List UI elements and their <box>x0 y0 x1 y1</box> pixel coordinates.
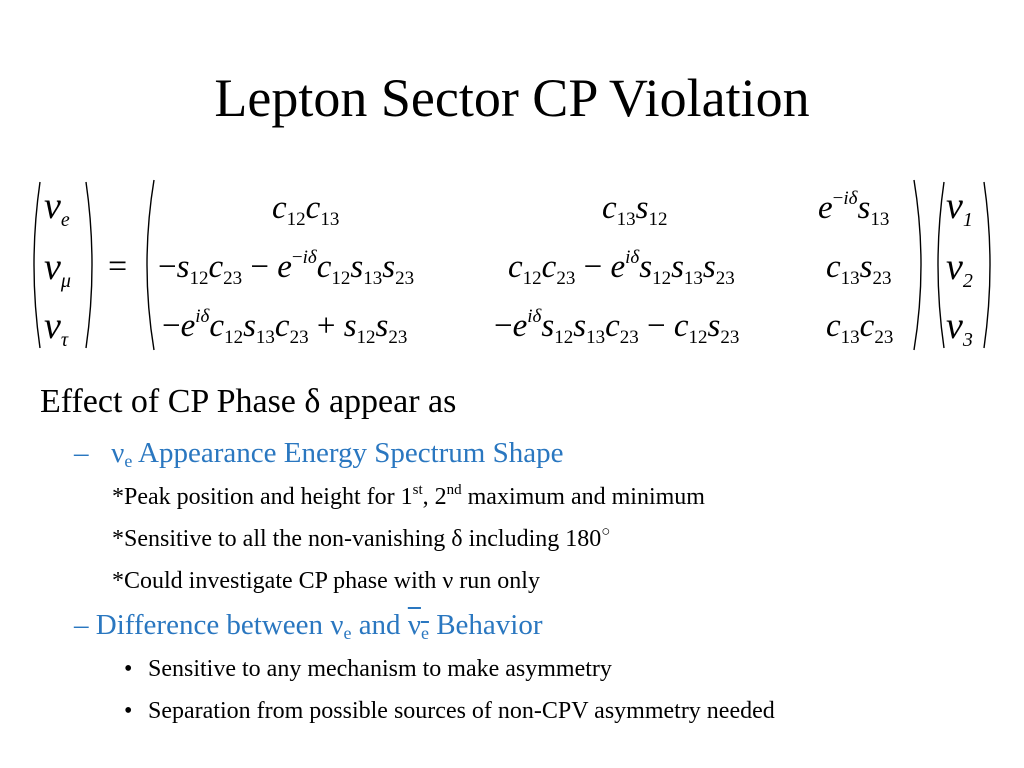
matrix-r2c2: $c_{12}c_{23} - e^{i\delta}s_{12}s_{13}s_{23}$ <box>508 247 735 289</box>
bullet-marker: • <box>124 656 133 682</box>
dash-marker: – <box>74 437 89 469</box>
bullet-separation-sources: • Separation from possible sources of non-CPV asymmetry needed <box>124 698 775 724</box>
lhs-right-paren <box>84 180 100 350</box>
matrix-left-paren <box>138 178 156 352</box>
note-nu-run-only: *Could investigate CP phase with ν run only <box>112 568 540 594</box>
slide-title: Lepton Sector CP Violation <box>214 68 810 128</box>
matrix-r1c2: $c_{13}s_{12}$ <box>602 190 668 230</box>
lhs-nu-e: $\nu_e$ <box>44 185 70 231</box>
matrix-r2c1: $-s_{12}c_{23} - e^{-i\delta}c_{12}s_{13}s_{23}$ <box>158 247 415 289</box>
matrix-r3c1: $-e^{i\delta}c_{12}s_{13}c_{23} + s_{12}s_{23}$ <box>162 306 408 348</box>
matrix-r3c2: $-e^{i\delta}s_{12}s_{13}c_{23} - c_{12}s_{23}$ <box>494 306 740 348</box>
rhs-left-paren <box>930 180 946 350</box>
matrix-r3c3: $c_{13}c_{23}$ <box>826 308 894 348</box>
bullet-asymmetry-mechanism: • Sensitive to any mechanism to make asymmetry <box>124 656 612 682</box>
rhs-nu-1: $\nu_1$ <box>946 185 973 231</box>
lhs-left-paren <box>26 180 42 350</box>
matrix-right-paren <box>912 178 930 352</box>
matrix-r1c3: $e^{-i\delta}s_{13}$ <box>818 188 890 230</box>
appearance-spectrum-item: – νe Appearance Energy Spectrum Shape <box>74 437 564 471</box>
cp-phase-heading: Effect of CP Phase δ appear as <box>40 383 457 420</box>
equals-sign: = <box>108 248 128 285</box>
matrix-r1c1: $c_{12}c_{13}$ <box>272 190 340 230</box>
degree-symbol: ○ <box>601 524 611 540</box>
antineutrino-symbol: νe <box>407 609 429 643</box>
rhs-nu-2: $\nu_2$ <box>946 246 973 292</box>
note-peak-position: *Peak position and height for 1st, 2nd maximum and minimum <box>112 482 705 510</box>
bullet-marker: • <box>124 698 133 724</box>
rhs-right-paren <box>982 180 998 350</box>
delta-symbol: δ <box>304 383 321 420</box>
note-sensitive-delta: *Sensitive to all the non-vanishing δ including 180○ <box>112 524 611 552</box>
nu-vs-antinu-item: – Difference between νe and νe Behavior <box>74 609 543 643</box>
dash-marker: – <box>74 609 89 641</box>
lhs-nu-tau: $\nu_\tau$ <box>44 305 69 351</box>
lhs-nu-mu: $\nu_\mu$ <box>44 246 71 292</box>
matrix-r2c3: $c_{13}s_{23}$ <box>826 249 892 289</box>
mixing-matrix-equation <box>0 172 1024 352</box>
rhs-nu-3: $\nu_3$ <box>946 305 973 351</box>
